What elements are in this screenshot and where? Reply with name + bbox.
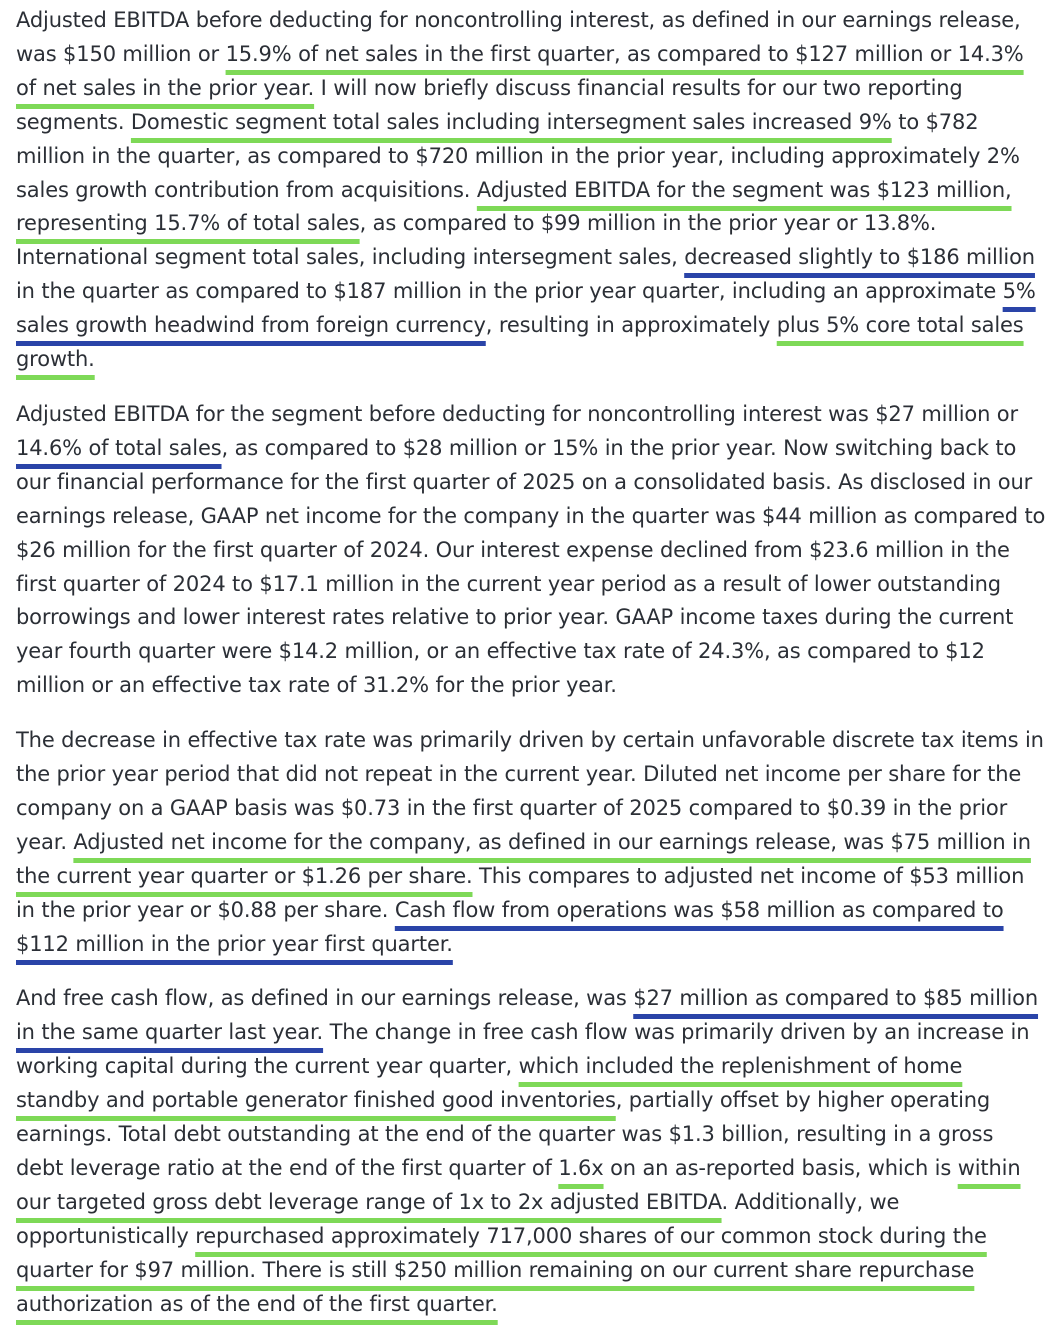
text-segment: The decrease in effective tax rate was primarily driven by certain unfavorable discrete tax items in the prior year period that did not repeat in the current year. Diluted net income per share for the company on a GAAP basis was $0.73 in the first quarter of 2025 compared to $0.39 in the prior year. — [16, 728, 1044, 854]
paragraph-2 — [16, 398, 1046, 703]
paragraph-4 — [16, 982, 1046, 1321]
text-segment: And free cash flow, as defined in our earnings release, was — [16, 986, 634, 1011]
text-segment: I will now briefly discuss financial results for our two reporting segments. — [16, 75, 963, 134]
green-highlight: plus 5% core total sales growth. — [16, 313, 1024, 372]
blue-highlight: $27 million as compared to $85 million in the same quarter last year. — [16, 986, 1039, 1045]
green-highlight: Adjusted EBITDA for the segment was $123 million, representing 15.7% of total sales — [16, 177, 1012, 236]
green-highlight: Adjusted net income for the company, as defined in our earnings release, was $75 million in the current year quarter or $1.26 per share. — [16, 829, 1031, 888]
blue-highlight: 14.6% of total sales — [16, 435, 222, 460]
paragraph-1 — [16, 4, 1046, 377]
text-segment: , as compared to $99 million in the prior year or 13.8%. International segment total sales, including intersegment sales, — [16, 211, 937, 270]
green-highlight: 1.6x — [558, 1156, 604, 1180]
text-segment: Adjusted EBITDA for the segment before deducting for noncontrolling interest was $27 million or — [16, 401, 1018, 426]
text-segment: to $782 million in the quarter, as compared to $720 million in the prior year, including approximately 2% sales growth contribution from acquisitions. — [16, 109, 1020, 202]
green-highlight: Domestic segment total sales including intersegment sales increased 9% — [130, 109, 892, 134]
green-highlight: 15.9% of net sales in the first quarter, as compared to $127 million or 14.3% of net sales in the prior year. — [16, 41, 1024, 100]
paragraph-3 — [16, 724, 1046, 961]
text-segment: , as compared to $28 million or 15% in the prior year. Now switching back to our financial performance for the first quarter of 2025 on a consolidated basis. As disclosed in our earnings release, GAAP net income for the company in the quarter was $44 million as compared to $26 million for the first quarter of 2024. Our interest expense declined from $23.6 million in the first quarter of 2024 to $17.1 million in the current year period as a result of lower outstanding borrowings and lower interest rates relative to prior year. GAAP income taxes during the current year fourth quarter were $14.2 million, or an effective tax rate of 24.3%, as compared to $12 million or an effective tax rate of 31.2% for the prior year. — [16, 435, 1046, 698]
blue-highlight: decreased slightly to $186 million — [684, 245, 1035, 270]
green-highlight: repurchased approximately 717,000 shares of our common stock during the quarter for $97 million. There is still $250 million remaining on our current share repurchase authorization as of the end of the first quarter. — [16, 1223, 987, 1316]
text-segment: , partially offset by higher operating earnings. Total debt outstanding at the end of the quarter was $1.3 billion, resulting in a gross debt leverage ratio at the end of the first quarter of — [16, 1088, 994, 1180]
text-segment: This compares to adjusted net income of $53 million in the prior year or $0.88 per share. — [16, 863, 1025, 922]
green-highlight: within our targeted gross debt leverage range of 1x to 2x adjusted EBITDA — [16, 1156, 1021, 1214]
green-highlight: which included the replenishment of home standby and portable generator finished good inventories — [16, 1054, 963, 1113]
blue-highlight: 5% sales growth headwind from foreign currency — [16, 279, 1036, 338]
text-segment: in the quarter as compared to $187 million in the prior year quarter, including an approximate — [16, 279, 1003, 304]
text-segment: Adjusted EBITDA before deducting for noncontrolling interest, as defined in our earnings release, was $150 million or — [16, 8, 1021, 66]
transcript-document — [16, 4, 1046, 1343]
blue-highlight: Cash flow from operations was $58 million as compared to $112 million in the prior year first quarter. — [16, 897, 1004, 956]
text-segment: The change in free cash flow was primarily driven by an increase in working capital during the current year quarter, — [16, 1020, 1030, 1079]
text-segment: on an as-reported basis, which is — [603, 1156, 958, 1180]
text-segment: , resulting in approximately — [485, 313, 777, 338]
text-segment: . Additionally, we opportunistically — [16, 1189, 900, 1248]
